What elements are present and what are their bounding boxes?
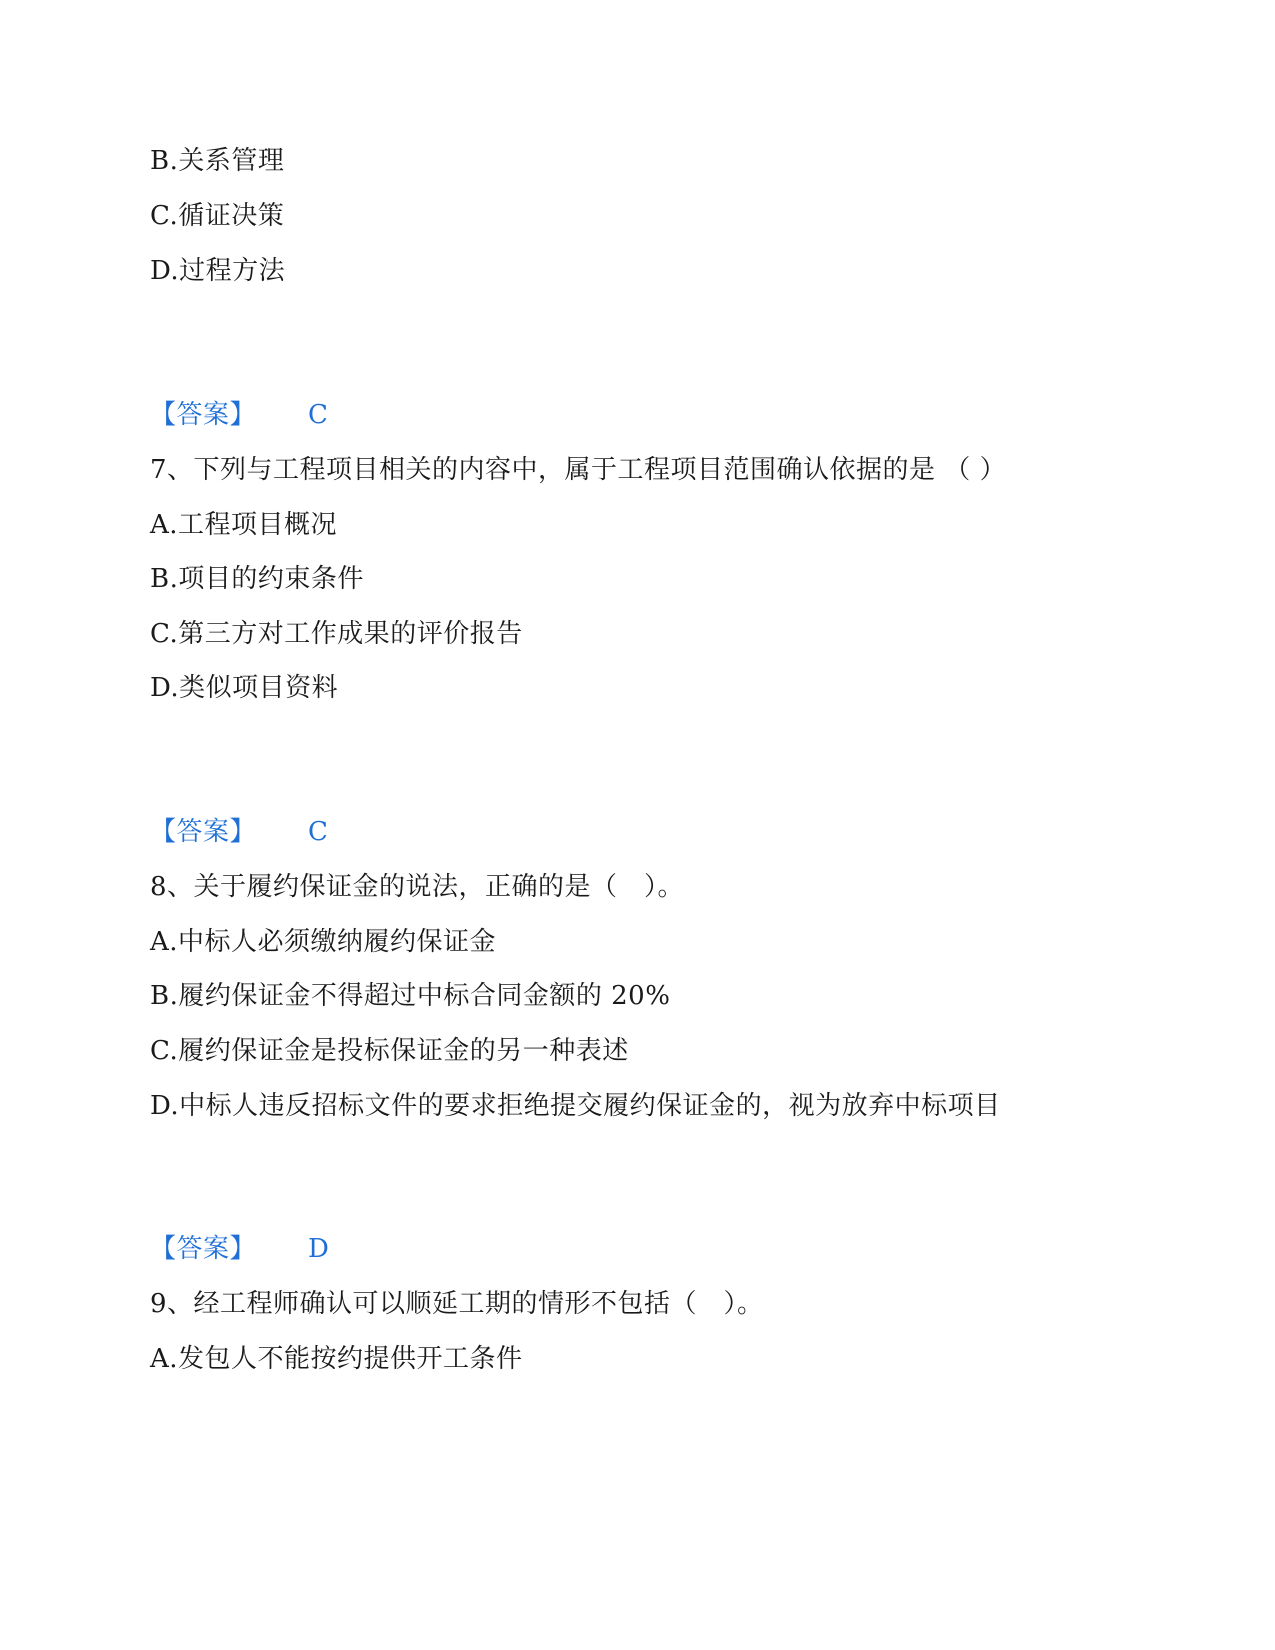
option-line: C.履约保证金是投标保证金的另一种表述 bbox=[150, 1036, 629, 1066]
option-line: B.项目的约束条件 bbox=[150, 564, 364, 594]
option-line: D.中标人违反招标文件的要求拒绝提交履约保证金的，视为放弃中标项目 bbox=[150, 1091, 1001, 1121]
answer-label: 【答案】 bbox=[150, 1234, 257, 1264]
answer-line bbox=[150, 398, 328, 432]
answer-value: C bbox=[308, 817, 329, 847]
option-line: C.循证决策 bbox=[150, 201, 285, 231]
question-stem: 9、经工程师确认可以顺延工期的情形不包括（ ）。 bbox=[150, 1289, 764, 1319]
question-stem: 7、下列与工程项目相关的内容中，属于工程项目范围确认依据的是 （ ） bbox=[150, 455, 1007, 485]
answer-line bbox=[150, 815, 328, 849]
option-line: B.履约保证金不得超过中标合同金额的 20% bbox=[150, 981, 671, 1011]
option-line: B.关系管理 bbox=[150, 146, 285, 176]
option-line: C.第三方对工作成果的评价报告 bbox=[150, 619, 523, 649]
answer-value: D bbox=[308, 1234, 330, 1264]
question-stem: 8、关于履约保证金的说法，正确的是（ ）。 bbox=[150, 872, 685, 902]
answer-label: 【答案】 bbox=[150, 817, 257, 847]
option-line: D.类似项目资料 bbox=[150, 673, 339, 703]
option-line: A.中标人必须缴纳履约保证金 bbox=[150, 927, 497, 957]
answer-line bbox=[150, 1232, 329, 1266]
answer-value: C bbox=[308, 400, 329, 430]
answer-label: 【答案】 bbox=[150, 400, 257, 430]
option-line: A.工程项目概况 bbox=[150, 510, 338, 540]
option-line: D.过程方法 bbox=[150, 256, 286, 286]
option-line: A.发包人不能按约提供开工条件 bbox=[150, 1344, 523, 1374]
